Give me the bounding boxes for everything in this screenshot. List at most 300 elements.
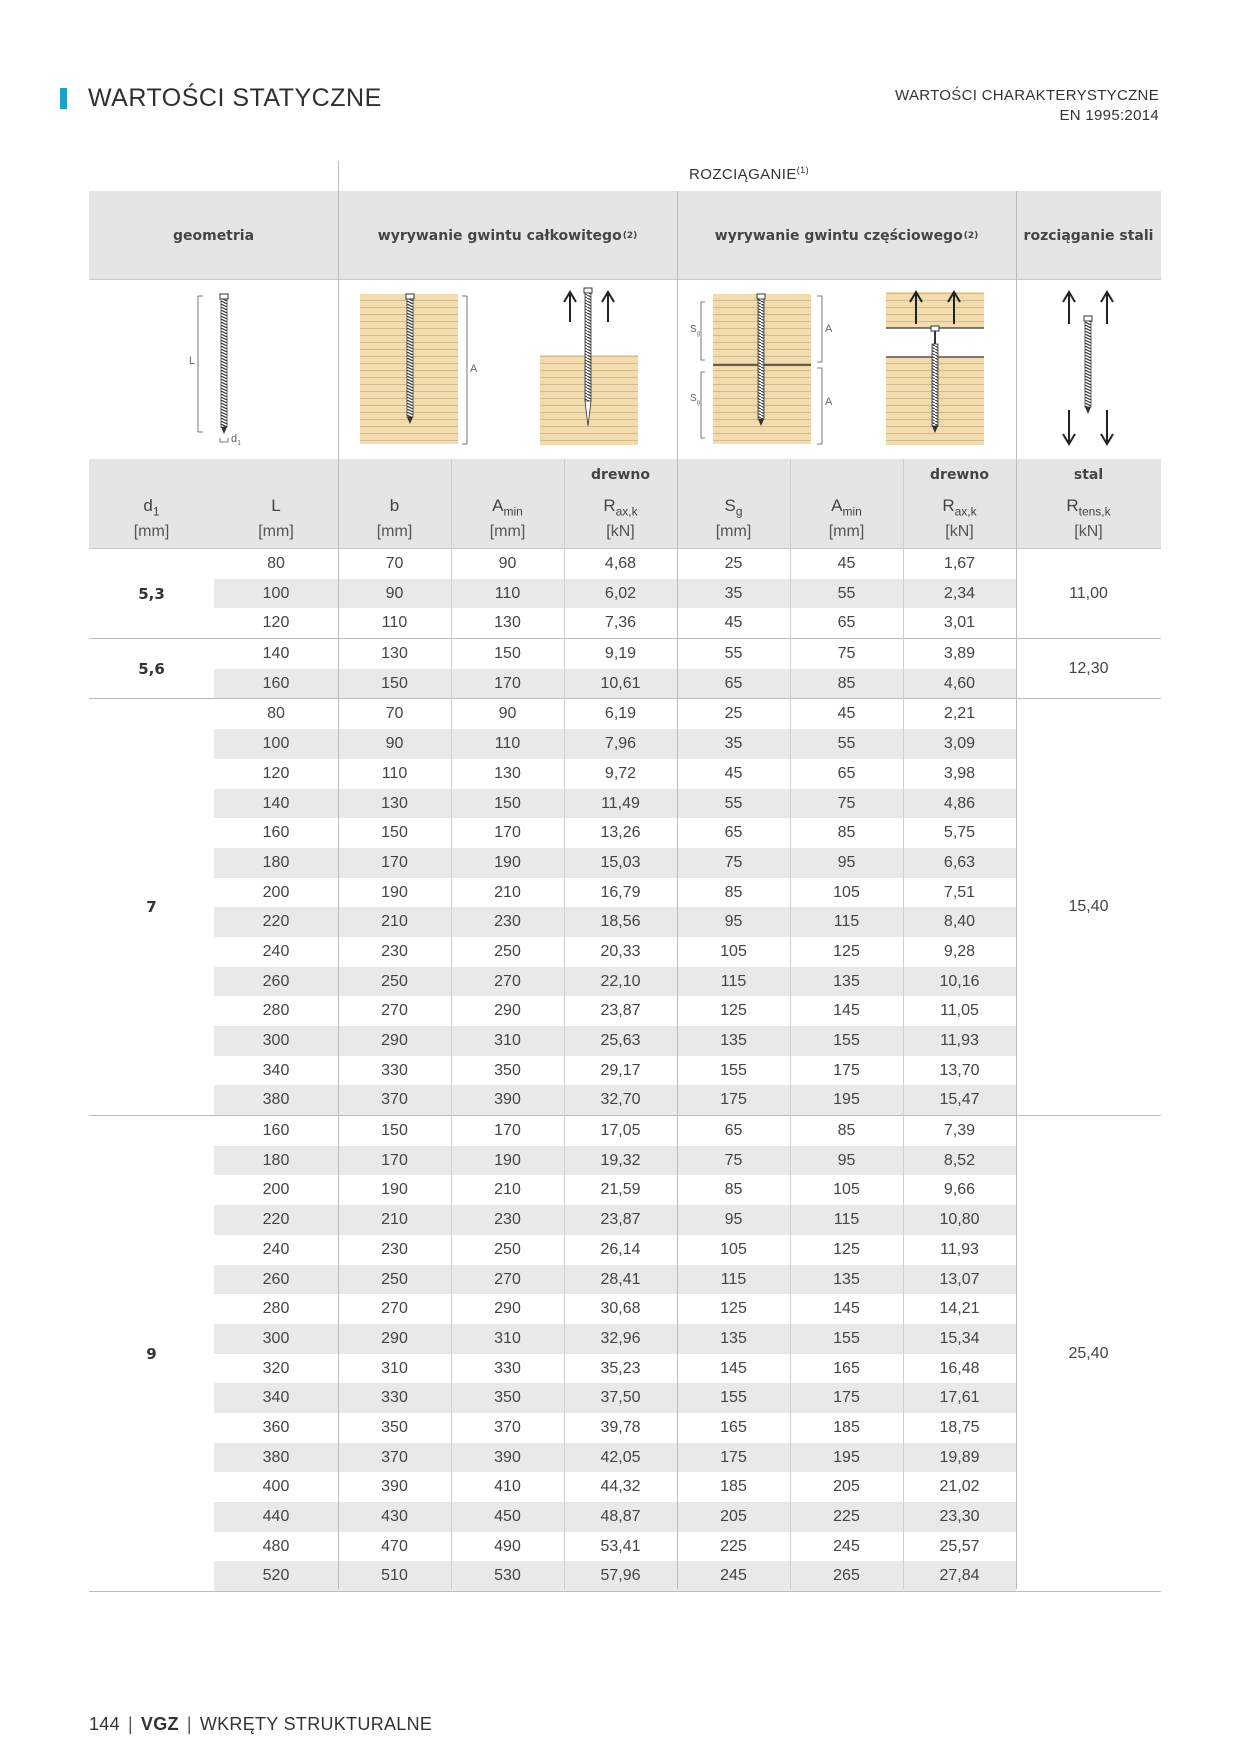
table-cell: 230	[381, 1240, 408, 1258]
table-cell: 27,84	[903, 1561, 1016, 1591]
table-cell: 10,80	[903, 1205, 1016, 1235]
table-cell: 23,30	[903, 1502, 1016, 1532]
table-cell: 210	[338, 1205, 451, 1235]
table-cell: 290	[494, 1002, 521, 1020]
table-row	[89, 1085, 1161, 1115]
table-cell: 300	[214, 1324, 338, 1354]
label-d1	[231, 433, 241, 447]
table-cell: 28,41	[564, 1265, 677, 1295]
partial-thread-in-wood-diagram	[690, 294, 833, 444]
table-cell: 270	[381, 1300, 408, 1318]
table-cell: 15,47	[903, 1085, 1016, 1115]
table-cell: 9,28	[943, 942, 976, 960]
table-cell: 85	[790, 669, 903, 699]
table-row	[89, 639, 1161, 669]
table-cell: 8,40	[903, 907, 1016, 937]
table-cell: 9,66	[943, 1181, 976, 1199]
table-cell: 310	[381, 1359, 408, 1377]
column-header-material: drewno	[930, 467, 989, 483]
table-cell: 25,63	[564, 1026, 677, 1056]
full-thread-in-wood-diagram	[360, 294, 478, 444]
table-cell: 260	[214, 1265, 338, 1295]
table-cell: 150	[494, 645, 521, 663]
column-header	[214, 459, 338, 549]
table-cell: 225	[790, 1502, 903, 1532]
table-cell: 340	[262, 1061, 290, 1079]
table-cell: 3,01	[943, 614, 976, 632]
table-cell: 7,36	[604, 614, 637, 632]
table-cell: 105	[720, 942, 747, 960]
divider-line-minor	[451, 459, 452, 1589]
label-Sg-top	[690, 324, 700, 337]
table-cell: 95	[790, 848, 903, 878]
divider-line	[677, 191, 678, 1589]
table-cell: 55	[677, 789, 790, 819]
table-cell: 175	[833, 1061, 860, 1079]
table-cell: 45	[837, 705, 856, 723]
table-cell: 115	[677, 967, 790, 997]
column-symbol-sub: min	[503, 504, 523, 519]
table-cell: 340	[214, 1383, 338, 1413]
table-row	[89, 996, 1161, 1026]
table-cell: 135	[677, 1026, 790, 1056]
table-cell: 26,14	[600, 1240, 641, 1258]
table-row	[89, 878, 1161, 908]
table-row	[89, 1413, 1161, 1443]
table-cell: 350	[381, 1418, 408, 1436]
diameter-group	[89, 1116, 1161, 1592]
full-thread-pullout-diagram	[540, 288, 638, 445]
table-cell: 30,68	[600, 1300, 641, 1318]
footer-separator: |	[127, 1714, 133, 1734]
standard-reference	[895, 86, 1159, 126]
column-symbol-main: d	[143, 496, 153, 515]
table-cell: 240	[262, 1240, 290, 1258]
table-cell: 85	[724, 1181, 743, 1199]
table-cell: 170	[494, 1122, 521, 1140]
diameter-cell: 9	[146, 1344, 157, 1363]
table-cell: 6,19	[604, 705, 637, 723]
table-cell: 520	[214, 1561, 338, 1591]
table-cell: 125	[720, 1300, 747, 1318]
section-name: WKRĘTY STRUKTURALNE	[199, 1714, 433, 1734]
table-cell: 190	[451, 848, 564, 878]
table-cell: 8,52	[903, 1146, 1016, 1176]
table-cell: 9,19	[604, 645, 637, 663]
table-cell: 245	[677, 1561, 790, 1591]
table-cell: 250	[494, 942, 521, 960]
table-cell: 11,49	[564, 789, 677, 819]
table-cell: 23,87	[564, 1205, 677, 1235]
table-cell: 14,21	[939, 1300, 980, 1318]
table-cell: 195	[790, 1443, 903, 1473]
table-cell: 380	[214, 1085, 338, 1115]
column-header-symbol	[1016, 496, 1161, 518]
table-cell: 160	[262, 1122, 290, 1140]
table-cell: 45	[724, 614, 743, 632]
table-cell: 265	[790, 1561, 903, 1591]
column-header	[89, 459, 214, 549]
table-cell: 270	[451, 1265, 564, 1295]
table-cell: 160	[214, 669, 338, 699]
table-cell: 380	[214, 1443, 338, 1473]
table-cell: 65	[837, 614, 856, 632]
table-cell: 95	[677, 1205, 790, 1235]
table-cell: 390	[451, 1085, 564, 1115]
column-header-band	[89, 459, 1161, 549]
table-cell: 7,96	[564, 729, 677, 759]
table-cell: 57,96	[564, 1561, 677, 1591]
section-header-band	[89, 191, 1161, 280]
header-full-thread	[338, 191, 677, 280]
column-header-material: drewno	[591, 467, 650, 483]
label-d1-main: d	[231, 433, 238, 445]
table-cell: 330	[338, 1383, 451, 1413]
divider-line-minor	[790, 459, 791, 1589]
column-header-symbol	[89, 496, 214, 518]
steel-tension-cell: 12,30	[1068, 659, 1109, 677]
table-row	[89, 907, 1161, 937]
table-cell: 360	[262, 1418, 290, 1436]
table-cell: 16,48	[939, 1359, 980, 1377]
diagram-svg	[89, 280, 1161, 459]
table-cell: 35	[677, 729, 790, 759]
table-row	[89, 1265, 1161, 1295]
table-row	[89, 549, 1161, 579]
table-cell: 230	[451, 1205, 564, 1235]
table-cell: 190	[451, 1146, 564, 1176]
column-header-symbol	[564, 496, 677, 518]
column-header	[338, 459, 451, 549]
table-cell: 210	[338, 907, 451, 937]
page-title: WARTOŚCI STATYCZNE	[88, 84, 382, 112]
table-cell: 290	[494, 1300, 521, 1318]
label-Sg-top-main: S	[690, 324, 697, 335]
table-cell: 270	[451, 967, 564, 997]
label-Sg-bottom	[690, 393, 700, 406]
table-cell: 130	[338, 789, 451, 819]
label-A-bottom: A	[825, 396, 833, 408]
group-label-footnote: (1)	[796, 165, 809, 175]
table-cell: 205	[833, 1478, 860, 1496]
table-cell: 140	[214, 789, 338, 819]
table-row	[89, 1532, 1161, 1562]
table-cell: 95	[790, 1146, 903, 1176]
table-cell: 4,68	[604, 555, 637, 572]
column-header-unit: [mm]	[715, 523, 752, 540]
table-cell: 110	[451, 729, 564, 759]
table-cell: 450	[451, 1502, 564, 1532]
table-cell: 2,34	[903, 579, 1016, 609]
table-row	[89, 729, 1161, 759]
product-name: VGZ	[140, 1714, 179, 1734]
table-cell: 150	[381, 824, 408, 842]
table-cell: 15,34	[903, 1324, 1016, 1354]
table-cell: 13,70	[939, 1061, 980, 1079]
table-cell: 32,70	[564, 1085, 677, 1115]
label-Sg-bottom-sub: g	[696, 400, 701, 406]
table-cell: 230	[381, 942, 408, 960]
column-header-symbol	[451, 496, 564, 518]
page-title-block	[60, 84, 382, 113]
table-row	[89, 848, 1161, 878]
table-cell: 110	[381, 614, 408, 632]
table-cell: 11,05	[940, 1002, 979, 1020]
page-footer	[89, 1714, 432, 1735]
table-cell: 185	[833, 1418, 860, 1436]
table-cell: 260	[214, 967, 338, 997]
table-cell: 310	[451, 1324, 564, 1354]
table-cell: 3,89	[943, 645, 976, 663]
table-cell: 145	[720, 1359, 747, 1377]
table-cell: 240	[262, 942, 290, 960]
table-cell: 190	[381, 1181, 408, 1199]
table-cell: 85	[837, 824, 856, 842]
table-cell: 250	[494, 1240, 521, 1258]
table-cell: 410	[494, 1478, 521, 1496]
table-cell: 310	[451, 1026, 564, 1056]
table-cell: 19,32	[564, 1146, 677, 1176]
column-header-symbol	[677, 496, 790, 518]
header-full-thread-text: wyrywanie gwintu całkowitego	[377, 227, 622, 244]
table-cell: 4,60	[903, 669, 1016, 699]
table-cell: 155	[790, 1026, 903, 1056]
column-symbol-sub: 1	[152, 504, 160, 519]
table-cell: 350	[451, 1383, 564, 1413]
table-cell: 4,86	[903, 789, 1016, 819]
table-cell: 480	[262, 1537, 290, 1555]
table-cell: 200	[262, 1181, 290, 1199]
header-partial-thread-footnote: (2)	[963, 230, 979, 241]
column-symbol-main: b	[389, 496, 400, 515]
table-cell: 90	[338, 729, 451, 759]
table-cell: 16,79	[600, 883, 641, 901]
table-cell: 21,02	[939, 1478, 980, 1496]
table-row	[89, 1354, 1161, 1384]
diameter-cell: 5,3	[138, 584, 165, 603]
column-header-symbol	[214, 496, 338, 518]
table-cell: 185	[720, 1478, 747, 1496]
column-symbol-sub: min	[842, 504, 862, 519]
column-symbol-main: R	[1066, 496, 1079, 515]
column-header-material: stal	[1073, 467, 1104, 483]
column-symbol-main: R	[603, 496, 616, 515]
table-cell: 25	[724, 705, 743, 723]
column-header	[677, 459, 790, 549]
table-cell: 7,39	[943, 1122, 976, 1140]
table-cell: 370	[338, 1443, 451, 1473]
table-cell: 17,61	[903, 1383, 1016, 1413]
table-cell: 320	[262, 1359, 290, 1377]
table-cell: 125	[833, 942, 860, 960]
table-cell: 170	[451, 669, 564, 699]
column-header-unit: [mm]	[828, 523, 865, 540]
table-cell: 205	[677, 1502, 790, 1532]
table-cell: 200	[262, 883, 290, 901]
column-header	[790, 459, 903, 549]
table-cell: 55	[790, 729, 903, 759]
header-partial-thread	[677, 191, 1016, 280]
table-cell: 85	[724, 883, 743, 901]
table-row	[89, 789, 1161, 819]
table-cell: 53,41	[600, 1537, 641, 1555]
table-cell: 195	[790, 1085, 903, 1115]
table-cell: 145	[833, 1300, 860, 1318]
table-cell: 100	[214, 579, 338, 609]
column-symbol-main: L	[271, 496, 281, 515]
table-cell: 42,05	[564, 1443, 677, 1473]
table-cell: 110	[451, 579, 564, 609]
reference-line-1: WARTOŚCI CHARAKTERYSTYCZNE	[895, 87, 1159, 104]
table-cell: 90	[498, 555, 517, 572]
table-cell: 3,09	[903, 729, 1016, 759]
table-cell: 35	[677, 579, 790, 609]
table-cell: 130	[494, 614, 521, 632]
table-row	[89, 1205, 1161, 1235]
diameter-group	[89, 639, 1161, 699]
table-cell: 145	[833, 1002, 860, 1020]
label-Sg-top-sub: g	[696, 331, 701, 337]
table-cell: 2,21	[943, 705, 976, 723]
table-row	[89, 669, 1161, 699]
table-cell: 165	[720, 1418, 747, 1436]
steel-tension-cell: 25,40	[1068, 1344, 1109, 1362]
column-symbol-sub: tens,k	[1078, 504, 1111, 519]
table-cell: 11,93	[940, 1240, 979, 1258]
table-row	[89, 759, 1161, 789]
table-cell: 45	[724, 764, 743, 782]
table-cell: 180	[214, 1146, 338, 1176]
table-cell: 280	[262, 1300, 290, 1318]
table-cell: 22,10	[564, 967, 677, 997]
table-cell: 70	[385, 705, 404, 723]
table-cell: 55	[790, 579, 903, 609]
table-row	[89, 937, 1161, 967]
table-cell: 25	[724, 555, 743, 572]
table-row	[89, 1502, 1161, 1532]
column-symbol-main: A	[831, 496, 843, 515]
table-cell: 21,59	[600, 1181, 641, 1199]
column-header-unit: [mm]	[133, 523, 170, 540]
column-header-unit: [mm]	[258, 523, 294, 540]
table-cell: 510	[338, 1561, 451, 1591]
table-row	[89, 1235, 1161, 1265]
table-cell: 390	[381, 1478, 408, 1496]
table-cell: 10,61	[564, 669, 677, 699]
column-header-symbol	[790, 496, 903, 518]
table-cell: 220	[214, 907, 338, 937]
steel-tension-cell: 15,40	[1068, 898, 1109, 916]
group-label	[338, 165, 1160, 183]
table-cell: 48,87	[564, 1502, 677, 1532]
table-cell: 65	[724, 824, 743, 842]
diameter-group	[89, 549, 1161, 639]
table-cell: 470	[381, 1537, 408, 1555]
column-symbol-sub: ax,k	[954, 504, 977, 519]
column-header-unit: [kN]	[606, 523, 635, 540]
table-cell: 210	[494, 1181, 521, 1199]
column-symbol-sub: ax,k	[615, 504, 638, 519]
table-cell: 29,17	[600, 1061, 641, 1079]
table-cell: 45	[837, 555, 856, 572]
table-cell: 44,32	[600, 1478, 641, 1496]
table-cell: 3,98	[943, 764, 976, 782]
table-cell: 250	[338, 967, 451, 997]
table-cell: 160	[262, 824, 290, 842]
header-partial-thread-text: wyrywanie gwintu częściowego	[714, 227, 963, 244]
reference-line-2: EN 1995:2014	[1059, 107, 1159, 124]
table-cell: 170	[494, 824, 521, 842]
header-geometry: geometria	[172, 227, 255, 244]
table-cell: 155	[720, 1061, 747, 1079]
table-cell: 135	[677, 1324, 790, 1354]
divider-line	[338, 161, 339, 1589]
table-cell: 170	[338, 1146, 451, 1176]
table-row	[89, 699, 1161, 729]
table-cell: 75	[677, 848, 790, 878]
table-cell: 95	[677, 907, 790, 937]
table-cell: 20,33	[600, 942, 641, 960]
table-row	[89, 1383, 1161, 1413]
table-cell: 80	[267, 555, 285, 572]
table-cell: 140	[262, 645, 290, 663]
column-header	[1016, 459, 1161, 549]
table-cell: 270	[381, 1002, 408, 1020]
label-Sg-bottom-main: S	[690, 393, 697, 404]
table-cell: 245	[833, 1537, 860, 1555]
column-header-symbol	[338, 496, 451, 518]
table-cell: 75	[677, 1146, 790, 1176]
table-cell: 175	[677, 1443, 790, 1473]
table-cell: 175	[677, 1085, 790, 1115]
table-row	[89, 1561, 1161, 1591]
column-symbol-main: A	[492, 496, 504, 515]
table-cell: 135	[790, 1265, 903, 1295]
table-cell: 225	[720, 1537, 747, 1555]
table-cell: 290	[338, 1324, 451, 1354]
table-cell: 5,75	[943, 824, 976, 842]
table-cell: 39,78	[600, 1418, 641, 1436]
table-cell: 190	[381, 883, 408, 901]
table-cell: 13,26	[600, 824, 641, 842]
table-cell: 125	[833, 1240, 860, 1258]
table-cell: 250	[338, 1265, 451, 1295]
table-cell: 18,56	[564, 907, 677, 937]
table-row	[89, 1443, 1161, 1473]
divider-line	[1016, 191, 1017, 1589]
table-row	[89, 818, 1161, 848]
table-cell: 490	[494, 1537, 521, 1555]
table-row	[89, 1294, 1161, 1324]
table-cell: 85	[837, 1122, 856, 1140]
table-row	[89, 1056, 1161, 1086]
table-row	[89, 1324, 1161, 1354]
table-cell: 350	[494, 1061, 521, 1079]
table-cell: 155	[677, 1383, 790, 1413]
column-header	[903, 459, 1016, 549]
divider-line-minor	[903, 459, 904, 1589]
table-cell: 80	[267, 705, 285, 723]
table-cell: 135	[790, 967, 903, 997]
table-cell: 35,23	[600, 1359, 641, 1377]
table-row	[89, 579, 1161, 609]
table-cell: 330	[494, 1359, 521, 1377]
table-row	[89, 608, 1161, 638]
table-cell: 105	[720, 1240, 747, 1258]
table-cell: 15,03	[564, 848, 677, 878]
table-cell: 32,96	[564, 1324, 677, 1354]
column-header-unit: [kN]	[945, 523, 974, 540]
